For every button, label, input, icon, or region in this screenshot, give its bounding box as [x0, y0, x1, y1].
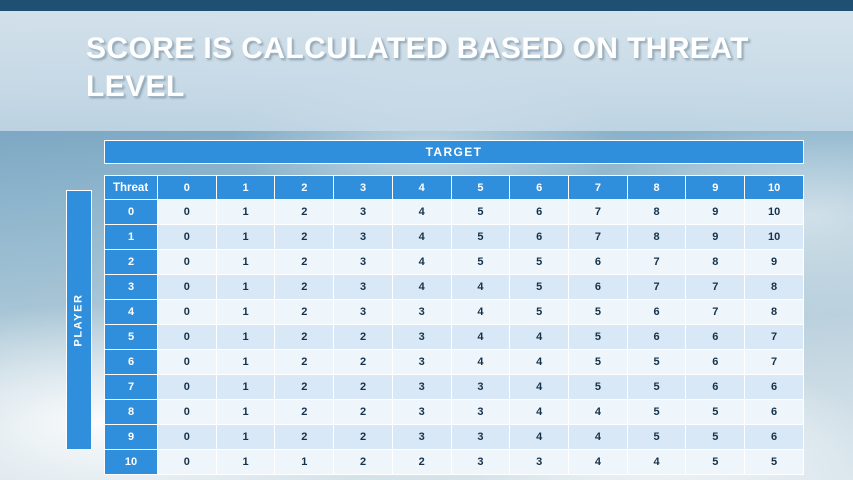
matrix-cell: 6: [686, 375, 745, 400]
matrix-cell: 2: [393, 450, 452, 475]
matrix-cell: 1: [217, 375, 276, 400]
matrix-cell: 5: [628, 350, 687, 375]
top-accent-bar: [0, 0, 853, 11]
matrix-cell: 2: [275, 375, 334, 400]
matrix-cell: 0: [158, 275, 217, 300]
matrix-cell: 0: [158, 375, 217, 400]
matrix-col-header: 0: [158, 175, 217, 200]
matrix-cell: 5: [569, 375, 628, 400]
matrix-cell: 5: [628, 375, 687, 400]
matrix-cell: 3: [334, 225, 393, 250]
player-axis-label-text: PLAYER: [73, 293, 85, 347]
matrix-cell: 8: [745, 275, 804, 300]
table-row: [104, 425, 804, 450]
matrix-col-header: 6: [510, 175, 569, 200]
matrix-cell: 5: [628, 400, 687, 425]
matrix-cell: 6: [745, 375, 804, 400]
score-matrix: [104, 175, 804, 475]
matrix-cell: 10: [745, 200, 804, 225]
table-row: [104, 325, 804, 350]
matrix-cell: 3: [393, 350, 452, 375]
matrix-col-header: 10: [745, 175, 804, 200]
matrix-col-header: 4: [393, 175, 452, 200]
matrix-cell: 4: [393, 200, 452, 225]
matrix-body: [104, 200, 804, 475]
matrix-cell: 3: [393, 425, 452, 450]
matrix-cell: 3: [452, 375, 511, 400]
matrix-cell: 3: [334, 250, 393, 275]
matrix-cell: 6: [510, 225, 569, 250]
matrix-cell: 7: [745, 325, 804, 350]
matrix-cell: 3: [334, 200, 393, 225]
matrix-cell: 4: [569, 425, 628, 450]
matrix-cell: 3: [393, 400, 452, 425]
matrix-cell: 4: [628, 450, 687, 475]
matrix-cell: 1: [217, 275, 276, 300]
table-row: [104, 300, 804, 325]
matrix-cell: 4: [452, 275, 511, 300]
matrix-cell: 7: [628, 275, 687, 300]
table-row: [104, 225, 804, 250]
matrix-cell: 4: [452, 325, 511, 350]
matrix-cell: 5: [452, 225, 511, 250]
matrix-cell: 9: [745, 250, 804, 275]
matrix-cell: 1: [275, 450, 334, 475]
matrix-cell: 1: [217, 225, 276, 250]
matrix-cell: 4: [393, 225, 452, 250]
matrix-cell: 5: [745, 450, 804, 475]
matrix-cell: 5: [686, 425, 745, 450]
matrix-header: [104, 175, 804, 200]
table-row: [104, 200, 804, 225]
matrix-col-header: 3: [334, 175, 393, 200]
matrix-col-header: 5: [452, 175, 511, 200]
matrix-cell: 2: [334, 450, 393, 475]
table-header-row: [104, 175, 804, 200]
matrix-cell: 0: [158, 450, 217, 475]
matrix-cell: 9: [686, 200, 745, 225]
matrix-col-header: 9: [686, 175, 745, 200]
matrix-cell: 6: [628, 325, 687, 350]
matrix-cell: 10: [745, 225, 804, 250]
matrix-cell: 6: [569, 250, 628, 275]
matrix-cell: 1: [217, 200, 276, 225]
matrix-row-header: 6: [104, 350, 158, 375]
matrix-cell: 3: [334, 275, 393, 300]
matrix-row-header: 3: [104, 275, 158, 300]
matrix-cell: 2: [275, 400, 334, 425]
matrix-cell: 7: [745, 350, 804, 375]
matrix-cell: 8: [745, 300, 804, 325]
matrix-cell: 4: [510, 400, 569, 425]
matrix-cell: 4: [452, 300, 511, 325]
matrix-cell: 0: [158, 225, 217, 250]
matrix-col-header: 1: [217, 175, 276, 200]
matrix-cell: 1: [217, 350, 276, 375]
matrix-cell: 5: [452, 200, 511, 225]
matrix-cell: 7: [628, 250, 687, 275]
matrix-cell: 2: [275, 425, 334, 450]
matrix-cell: 1: [217, 300, 276, 325]
matrix-cell: 5: [686, 450, 745, 475]
matrix-cell: 3: [393, 300, 452, 325]
matrix-cell: 5: [628, 425, 687, 450]
matrix-cell: 2: [275, 350, 334, 375]
matrix-cell: 6: [686, 350, 745, 375]
matrix-cell: 3: [393, 325, 452, 350]
matrix-cell: 1: [217, 450, 276, 475]
matrix-row-header: 1: [104, 225, 158, 250]
matrix-cell: 0: [158, 350, 217, 375]
table-row: [104, 375, 804, 400]
matrix-cell: 5: [510, 250, 569, 275]
matrix-cell: 5: [569, 325, 628, 350]
matrix-corner-label: Threat: [104, 175, 158, 200]
matrix-cell: 7: [686, 275, 745, 300]
matrix-cell: 3: [393, 375, 452, 400]
matrix-cell: 6: [686, 325, 745, 350]
matrix-cell: 3: [452, 425, 511, 450]
matrix-cell: 0: [158, 250, 217, 275]
matrix-cell: 0: [158, 300, 217, 325]
matrix-cell: 4: [393, 275, 452, 300]
matrix-cell: 6: [510, 200, 569, 225]
bottom-strip: [0, 472, 853, 480]
matrix-col-header: 7: [569, 175, 628, 200]
player-axis-label: [66, 190, 92, 450]
table-row: [104, 400, 804, 425]
page-title: SCORE IS CALCULATED BASED ON THREAT LEVEL: [86, 32, 749, 104]
matrix-row-header: 10: [104, 450, 158, 475]
matrix-cell: 3: [510, 450, 569, 475]
matrix-col-header: 2: [275, 175, 334, 200]
table-row: [104, 350, 804, 375]
matrix-cell: 3: [452, 400, 511, 425]
matrix-cell: 1: [217, 250, 276, 275]
matrix-cell: 2: [275, 300, 334, 325]
matrix-cell: 4: [510, 325, 569, 350]
matrix-cell: 4: [510, 375, 569, 400]
matrix-cell: 1: [217, 400, 276, 425]
matrix-cell: 3: [452, 450, 511, 475]
matrix-cell: 6: [745, 425, 804, 450]
matrix-cell: 4: [569, 400, 628, 425]
target-axis-label: [104, 140, 804, 164]
matrix-cell: 4: [510, 425, 569, 450]
matrix-row-header: 4: [104, 300, 158, 325]
matrix-cell: 5: [510, 275, 569, 300]
table-row: [104, 275, 804, 300]
matrix-cell: 6: [628, 300, 687, 325]
matrix-cell: 7: [569, 200, 628, 225]
table-row: [104, 250, 804, 275]
matrix-cell: 2: [334, 350, 393, 375]
matrix-cell: 9: [686, 225, 745, 250]
matrix-row-header: 2: [104, 250, 158, 275]
matrix-cell: 1: [217, 425, 276, 450]
matrix-cell: 1: [217, 325, 276, 350]
matrix-cell: 4: [510, 350, 569, 375]
matrix-cell: 5: [569, 350, 628, 375]
matrix-cell: 7: [569, 225, 628, 250]
matrix-cell: 5: [569, 300, 628, 325]
matrix-cell: 2: [334, 425, 393, 450]
matrix-cell: 8: [628, 200, 687, 225]
target-axis-label-text: TARGET: [425, 145, 483, 159]
matrix-cell: 2: [275, 325, 334, 350]
matrix-cell: 4: [393, 250, 452, 275]
matrix-row-header: 0: [104, 200, 158, 225]
matrix-cell: 0: [158, 425, 217, 450]
matrix-row-header: 7: [104, 375, 158, 400]
matrix-cell: 5: [452, 250, 511, 275]
matrix-cell: 0: [158, 200, 217, 225]
matrix-cell: 2: [275, 225, 334, 250]
matrix-cell: 6: [569, 275, 628, 300]
matrix-cell: 2: [334, 400, 393, 425]
matrix-row-header: 9: [104, 425, 158, 450]
matrix-cell: 3: [334, 300, 393, 325]
matrix-cell: 0: [158, 325, 217, 350]
matrix-cell: 0: [158, 400, 217, 425]
matrix-col-header: 8: [628, 175, 687, 200]
matrix-row-header: 5: [104, 325, 158, 350]
matrix-cell: 8: [686, 250, 745, 275]
matrix-cell: 2: [275, 200, 334, 225]
matrix-cell: 4: [452, 350, 511, 375]
matrix-cell: 2: [275, 275, 334, 300]
matrix-cell: 2: [334, 375, 393, 400]
matrix-cell: 4: [569, 450, 628, 475]
matrix-cell: 7: [686, 300, 745, 325]
matrix-cell: 5: [686, 400, 745, 425]
matrix-cell: 8: [628, 225, 687, 250]
matrix-cell: 2: [275, 250, 334, 275]
matrix-row-header: 8: [104, 400, 158, 425]
matrix-cell: 6: [745, 400, 804, 425]
matrix-cell: 5: [510, 300, 569, 325]
matrix-cell: 2: [334, 325, 393, 350]
